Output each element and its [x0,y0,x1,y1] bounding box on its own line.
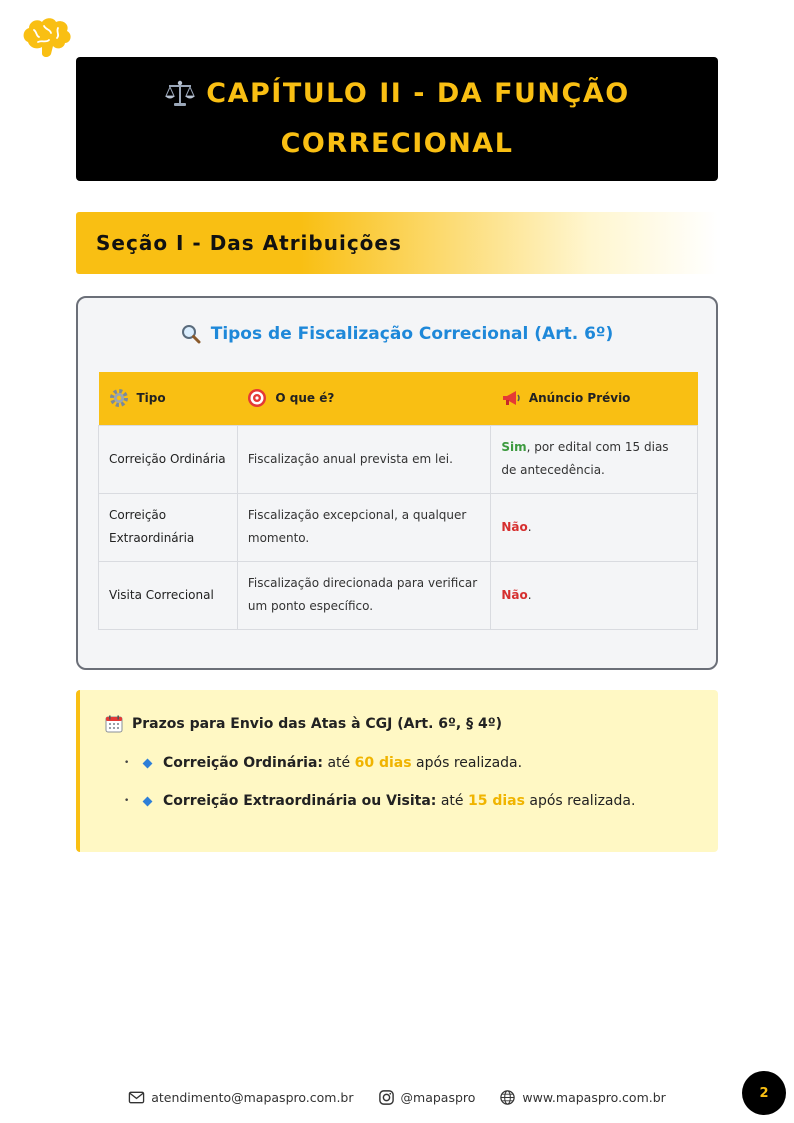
chapter-banner [76,57,718,181]
header-notice: Anúncio Prévio [491,372,698,425]
notice-flag: Sim [501,440,527,454]
header-type: Tipo [99,372,238,425]
deadlines-callout [76,690,718,852]
notice-detail: , por edital com 15 dias de antecedência. [501,440,669,477]
footer [0,1086,794,1108]
table-row [99,561,698,629]
footer-website[interactable]: www.mapaspro.com.br [499,1089,665,1106]
section-header [76,212,718,274]
notice-detail: . [527,519,532,534]
item-highlight: 60 dias [354,755,412,771]
deadlines-title [104,714,502,734]
list-item: • Correição Ordinária: até 60 dias após realizada. [124,755,523,771]
fiscalization-types-card [76,296,718,670]
row-description: Fiscalização direcionada para verificar um ponto específico. [237,561,490,629]
diamond-icon [143,758,153,768]
list-bullet: • [124,796,130,806]
row-type: Visita Correcional [99,561,238,629]
calendar-icon [104,714,124,734]
list-item: • Correição Extraordinária ou Visita: até 15 dias após realizada. [124,793,636,809]
page-number: 2 [742,1071,786,1115]
row-notice [491,561,698,629]
card-title-text: Tipos de Fiscalização Correcional (Art. 6º) [210,324,614,344]
row-description: Fiscalização anual prevista em lei. [237,425,490,493]
brain-logo-icon [20,16,74,60]
row-type: Correição Ordinária [99,425,238,493]
header-what: O que é? [237,372,490,425]
notice-detail: . [527,587,532,602]
footer-email[interactable]: atendimento@mapaspro.com.br [128,1089,353,1106]
deadlines-title-text: Prazos para Envio das Atas à CGJ (Art. 6º, § 4º) [132,716,503,732]
row-notice [491,425,698,493]
balance-scale-icon [164,79,196,109]
instagram-icon [378,1089,395,1106]
fiscalization-types-table [98,372,698,630]
notice-flag: Não [501,587,528,602]
chapter-title-line1: CAPÍTULO II - DA FUNÇÃO [206,78,630,109]
table-header-row [99,372,698,425]
item-label: Correição Extraordinária ou Visita: [163,793,437,809]
section-title: Seção I - Das Atribuições [96,231,402,255]
gear-icon [109,388,129,408]
mail-icon [128,1089,145,1106]
item-highlight: 15 dias [467,793,525,809]
footer-instagram[interactable]: @mapaspro [378,1089,476,1106]
row-type: Correição Extraordinária [99,493,238,561]
chapter-title-line2: CORRECIONAL [280,128,514,159]
magnifier-icon [181,324,201,344]
globe-icon [499,1089,516,1106]
row-description: Fiscalização excepcional, a qualquer momento. [237,493,490,561]
list-bullet: • [124,758,130,768]
diamond-icon [143,796,153,806]
card-title [78,324,716,344]
megaphone-icon [501,388,521,408]
row-notice [491,493,698,561]
item-label: Correição Ordinária: [163,755,324,771]
notice-flag: Não [501,519,528,534]
table-row [99,493,698,561]
table-row [99,425,698,493]
target-icon [247,388,267,408]
